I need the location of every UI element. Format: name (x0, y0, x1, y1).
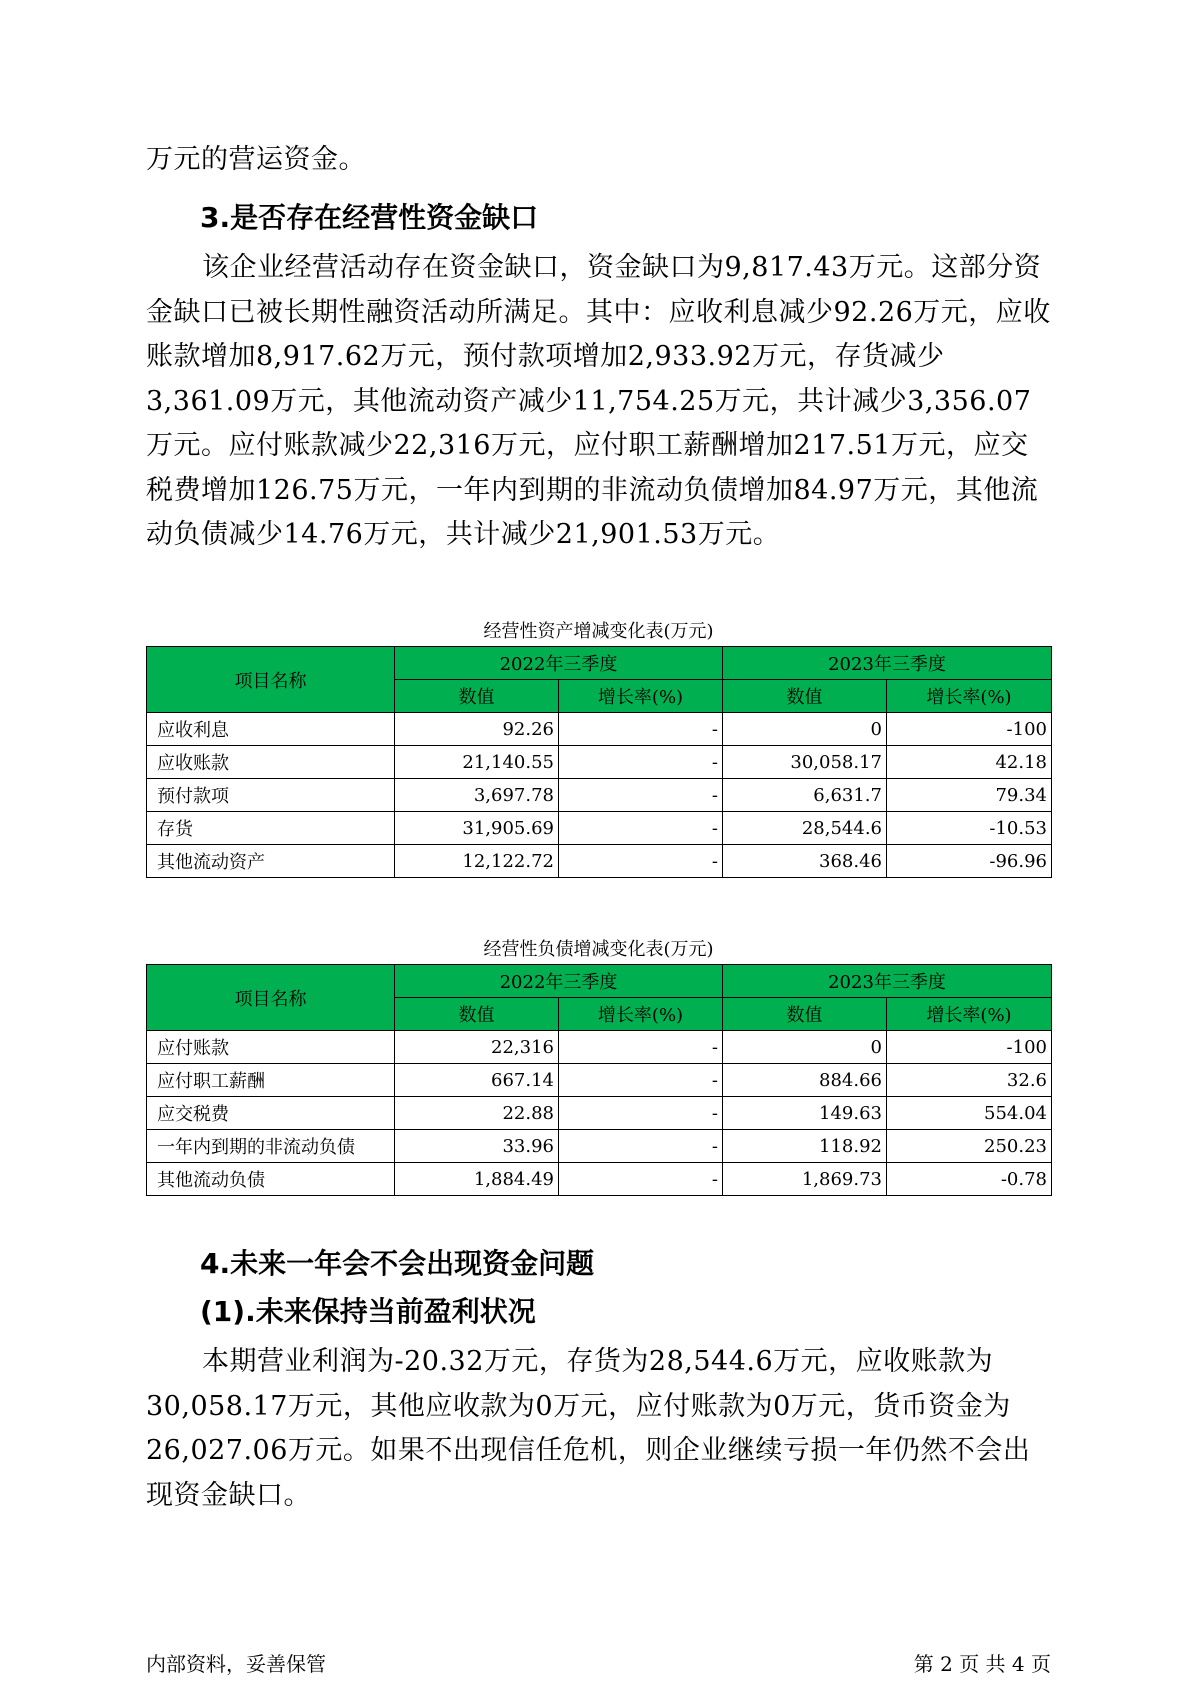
row-name: 应收账款 (147, 746, 395, 779)
row-value-2022: 92.26 (395, 713, 559, 746)
table-row (147, 779, 1052, 812)
row-growth-2023: 79.34 (887, 779, 1052, 812)
row-value-2023: 30,058.17 (723, 746, 887, 779)
section3-paragraph (146, 246, 1051, 558)
row-growth-2022: - (559, 1130, 723, 1163)
row-name: 一年内到期的非流动负债 (147, 1130, 395, 1163)
row-name: 预付款项 (147, 779, 395, 812)
row-growth-2022: - (559, 746, 723, 779)
row-value-2022: 3,697.78 (395, 779, 559, 812)
assets-table-caption: 经营性资产增减变化表(万元) (483, 621, 714, 642)
liabilities-col-value-2: 数值 (723, 998, 887, 1031)
row-value-2022: 33.96 (395, 1130, 559, 1163)
row-value-2022: 22,316 (395, 1031, 559, 1064)
section4-paragraph (146, 1340, 1051, 1518)
row-growth-2022: - (559, 1097, 723, 1130)
row-name: 应收利息 (147, 713, 395, 746)
row-growth-2022: - (559, 779, 723, 812)
table-row (147, 812, 1052, 845)
assets-col-item: 项目名称 (147, 647, 395, 713)
row-name: 存货 (147, 812, 395, 845)
table-row (147, 1097, 1052, 1130)
liabilities-col-value-1: 数值 (395, 998, 559, 1031)
row-name: 应付职工薪酬 (147, 1064, 395, 1097)
row-growth-2022: - (559, 1031, 723, 1064)
row-growth-2022: - (559, 1064, 723, 1097)
row-growth-2023: 554.04 (887, 1097, 1052, 1130)
assets-period-2: 2023年三季度 (723, 647, 1052, 680)
table-row (147, 1130, 1052, 1163)
table-row (147, 713, 1052, 746)
row-value-2022: 31,905.69 (395, 812, 559, 845)
assets-col-value-2: 数值 (723, 680, 887, 713)
row-name: 其他流动负债 (147, 1163, 395, 1196)
table-row (147, 746, 1052, 779)
intro-text: 万元的营运资金。 (146, 144, 366, 175)
section3-text: 该企业经营活动存在资金缺口，资金缺口为9,817.43万元。这部分资金缺口已被长期性融资活动所满足。其中：应收利息减少92.26万元，应收账款增加8,917.62万元，预付款项增加2,933.92万元，存货减少3,361.09万元，其他流动资产减少11,754.25万元，共计减少3,356.07万元。应付账款减少22,316万元，应付职工薪酬增加217.51万元，应交税费增加126.75万元，一年内到期的非流动负债增加84.97万元，其他流动负债减少14.76万元，共计减少21,901.53万元。 (146, 252, 1051, 550)
row-value-2022: 667.14 (395, 1064, 559, 1097)
row-value-2023: 0 (723, 1031, 887, 1064)
liabilities-col-item: 项目名称 (147, 965, 395, 1031)
intro-line (146, 138, 1051, 183)
assets-period-1: 2022年三季度 (395, 647, 723, 680)
row-growth-2022: - (559, 1163, 723, 1196)
row-growth-2023: -10.53 (887, 812, 1052, 845)
row-growth-2023: 42.18 (887, 746, 1052, 779)
liabilities-col-growth-2: 增长率(%) (887, 998, 1052, 1031)
row-growth-2023: -96.96 (887, 845, 1052, 878)
assets-col-growth-1: 增长率(%) (559, 680, 723, 713)
row-growth-2023: -0.78 (887, 1163, 1052, 1196)
liabilities-header-row-1 (147, 965, 1052, 998)
row-value-2022: 22.88 (395, 1097, 559, 1130)
section4-text: 本期营业利润为-20.32万元，存货为28,544.6万元，应收账款为30,058.17万元，其他应收款为0万元，应付账款为0万元，货币资金为26,027.06万元。如果不出现信任危机，则企业继续亏损一年仍然不会出现资金缺口。 (146, 1346, 1031, 1511)
row-value-2023: 6,631.7 (723, 779, 887, 812)
row-value-2023: 0 (723, 713, 887, 746)
assets-header-row-1 (147, 647, 1052, 680)
footer-confidential: 内部资料，妥善保管 (146, 1652, 326, 1676)
row-growth-2023: 250.23 (887, 1130, 1052, 1163)
liabilities-period-1: 2022年三季度 (395, 965, 723, 998)
liabilities-period-2: 2023年三季度 (723, 965, 1052, 998)
assets-table (146, 646, 1052, 878)
row-value-2023: 368.46 (723, 845, 887, 878)
row-growth-2022: - (559, 713, 723, 746)
row-growth-2022: - (559, 812, 723, 845)
row-growth-2023: 32.6 (887, 1064, 1052, 1097)
row-name: 应付账款 (147, 1031, 395, 1064)
row-value-2022: 1,884.49 (395, 1163, 559, 1196)
table-row (147, 1064, 1052, 1097)
section4-subheading: (1).未来保持当前盈利状况 (200, 1295, 536, 1328)
row-value-2022: 21,140.55 (395, 746, 559, 779)
footer-page-number: 第 2 页 共 4 页 (913, 1652, 1051, 1676)
assets-col-value-1: 数值 (395, 680, 559, 713)
row-name: 应交税费 (147, 1097, 395, 1130)
table-row (147, 845, 1052, 878)
row-name: 其他流动资产 (147, 845, 395, 878)
section4-heading: 4.未来一年会不会出现资金问题 (200, 1247, 595, 1280)
table-row (147, 1163, 1052, 1196)
row-value-2022: 12,122.72 (395, 845, 559, 878)
row-growth-2023: -100 (887, 713, 1052, 746)
row-value-2023: 884.66 (723, 1064, 887, 1097)
row-value-2023: 1,869.73 (723, 1163, 887, 1196)
table-row (147, 1031, 1052, 1064)
row-value-2023: 149.63 (723, 1097, 887, 1130)
liabilities-col-growth-1: 增长率(%) (559, 998, 723, 1031)
liabilities-table-caption: 经营性负债增减变化表(万元) (483, 939, 714, 960)
row-growth-2022: - (559, 845, 723, 878)
row-value-2023: 28,544.6 (723, 812, 887, 845)
liabilities-table (146, 964, 1052, 1196)
row-value-2023: 118.92 (723, 1130, 887, 1163)
row-growth-2023: -100 (887, 1031, 1052, 1064)
assets-col-growth-2: 增长率(%) (887, 680, 1052, 713)
section3-heading: 3.是否存在经营性资金缺口 (200, 201, 539, 234)
